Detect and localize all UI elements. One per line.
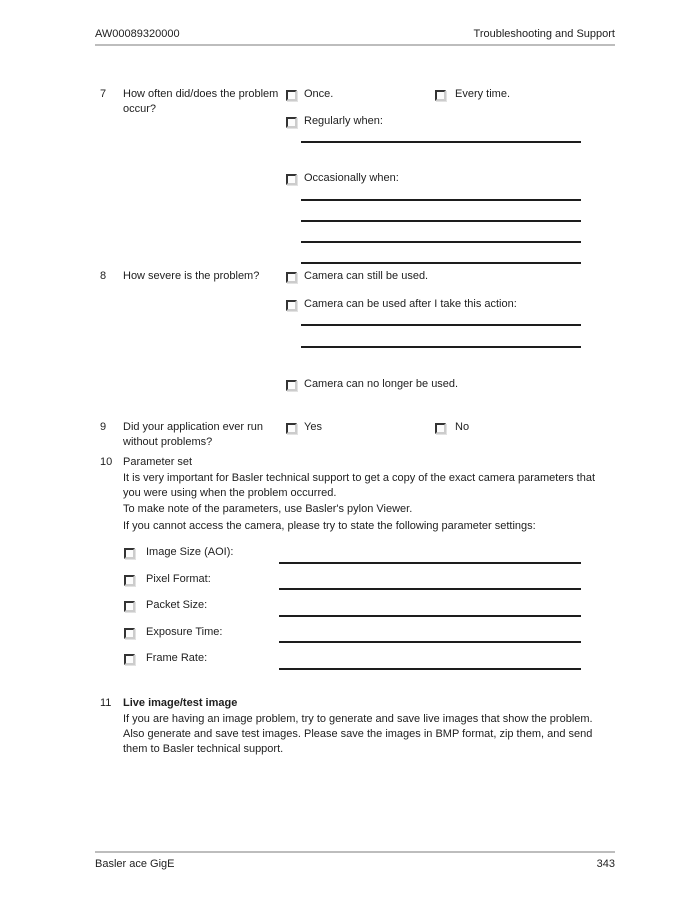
q8-no-longer-label: Camera can no longer be used. — [304, 378, 459, 390]
q7-occasionally-blank-line-3[interactable] — [301, 241, 581, 243]
q10-frame-rate-label: Frame Rate: — [146, 652, 208, 664]
q8-number: 8 — [100, 270, 107, 282]
q10-exposure-time-checkbox[interactable] — [124, 628, 135, 639]
q10-number: 10 — [100, 456, 113, 468]
q10-frame-rate-checkbox[interactable] — [124, 654, 135, 665]
q11-title: Live image/test image — [123, 697, 238, 709]
q7-once-label: Once. — [304, 88, 334, 100]
q8-still-used-checkbox[interactable] — [286, 272, 297, 283]
q7-occasionally-blank-line-4[interactable] — [301, 262, 581, 264]
q8-after-action-blank-line-1[interactable] — [301, 324, 581, 326]
q10-pixel-format-checkbox[interactable] — [124, 575, 135, 586]
footer-rule — [95, 851, 615, 853]
header-section-title: Troubleshooting and Support — [473, 28, 615, 40]
footer-product-name: Basler ace GigE — [95, 858, 175, 870]
q9-no-checkbox[interactable] — [435, 423, 446, 434]
q10-title: Parameter set — [123, 456, 193, 468]
q10-exposure-time-label: Exposure Time: — [146, 626, 223, 638]
q10-pixel-format-label: Pixel Format: — [146, 573, 211, 585]
q7-once-checkbox[interactable] — [286, 90, 297, 101]
q7-occasionally-checkbox[interactable] — [286, 174, 297, 185]
header-doc-number: AW00089320000 — [95, 28, 180, 40]
q10-pixel-format-blank-line[interactable] — [279, 588, 581, 590]
q8-question: How severe is the problem? — [123, 270, 260, 282]
q7-number: 7 — [100, 88, 107, 100]
q10-image-size-checkbox[interactable] — [124, 548, 135, 559]
q7-question-line1: How often did/does the problem — [123, 88, 279, 100]
q10-exposure-time-blank-line[interactable] — [279, 641, 581, 643]
q9-question-line1: Did your application ever run — [123, 421, 264, 433]
q8-after-action-checkbox[interactable] — [286, 300, 297, 311]
q9-number: 9 — [100, 421, 107, 433]
q10-image-size-blank-line[interactable] — [279, 562, 581, 564]
q9-no-label: No — [455, 421, 470, 433]
q11-para-line3: them to Basler technical support. — [123, 743, 284, 755]
q11-number: 11 — [100, 697, 112, 709]
q10-packet-size-label: Packet Size: — [146, 599, 208, 611]
q10-para3: If you cannot access the camera, please try to state the following parameter settings: — [123, 520, 536, 532]
q10-para2: To make note of the parameters, use Basler's pylon Viewer. — [123, 503, 413, 515]
q11-para-line2: Also generate and save test images. Please save the images in BMP format, zip them, and send — [123, 728, 593, 740]
footer-page-number: 343 — [596, 858, 615, 870]
q11-para-line1: If you are having an image problem, try to generate and save live images that show the problem. — [123, 713, 593, 725]
q8-still-used-label: Camera can still be used. — [304, 270, 429, 282]
q7-question-line2: occur? — [123, 103, 157, 115]
q10-para1-line1: It is very important for Basler technical support to get a copy of the exact camera parameters that — [123, 472, 596, 484]
q8-after-action-label: Camera can be used after I take this action: — [304, 298, 517, 310]
header-rule — [95, 44, 615, 46]
q9-question-line2: without problems? — [123, 436, 213, 448]
q7-occasionally-blank-line-2[interactable] — [301, 220, 581, 222]
q10-image-size-label: Image Size (AOI): — [146, 546, 234, 558]
q7-regularly-label: Regularly when: — [304, 115, 383, 127]
q7-every-time-checkbox[interactable] — [435, 90, 446, 101]
q9-yes-label: Yes — [304, 421, 322, 433]
q9-yes-checkbox[interactable] — [286, 423, 297, 434]
q10-para1-line2: you were using when the problem occurred. — [123, 487, 337, 499]
q8-no-longer-checkbox[interactable] — [286, 380, 297, 391]
q8-after-action-blank-line-2[interactable] — [301, 346, 581, 348]
q7-regularly-checkbox[interactable] — [286, 117, 297, 128]
q7-regularly-blank-line[interactable] — [301, 141, 581, 143]
q7-occasionally-label: Occasionally when: — [304, 172, 399, 184]
q7-every-time-label: Every time. — [455, 88, 511, 100]
q7-occasionally-blank-line-1[interactable] — [301, 199, 581, 201]
q10-frame-rate-blank-line[interactable] — [279, 668, 581, 670]
q10-packet-size-checkbox[interactable] — [124, 601, 135, 612]
q10-packet-size-blank-line[interactable] — [279, 615, 581, 617]
